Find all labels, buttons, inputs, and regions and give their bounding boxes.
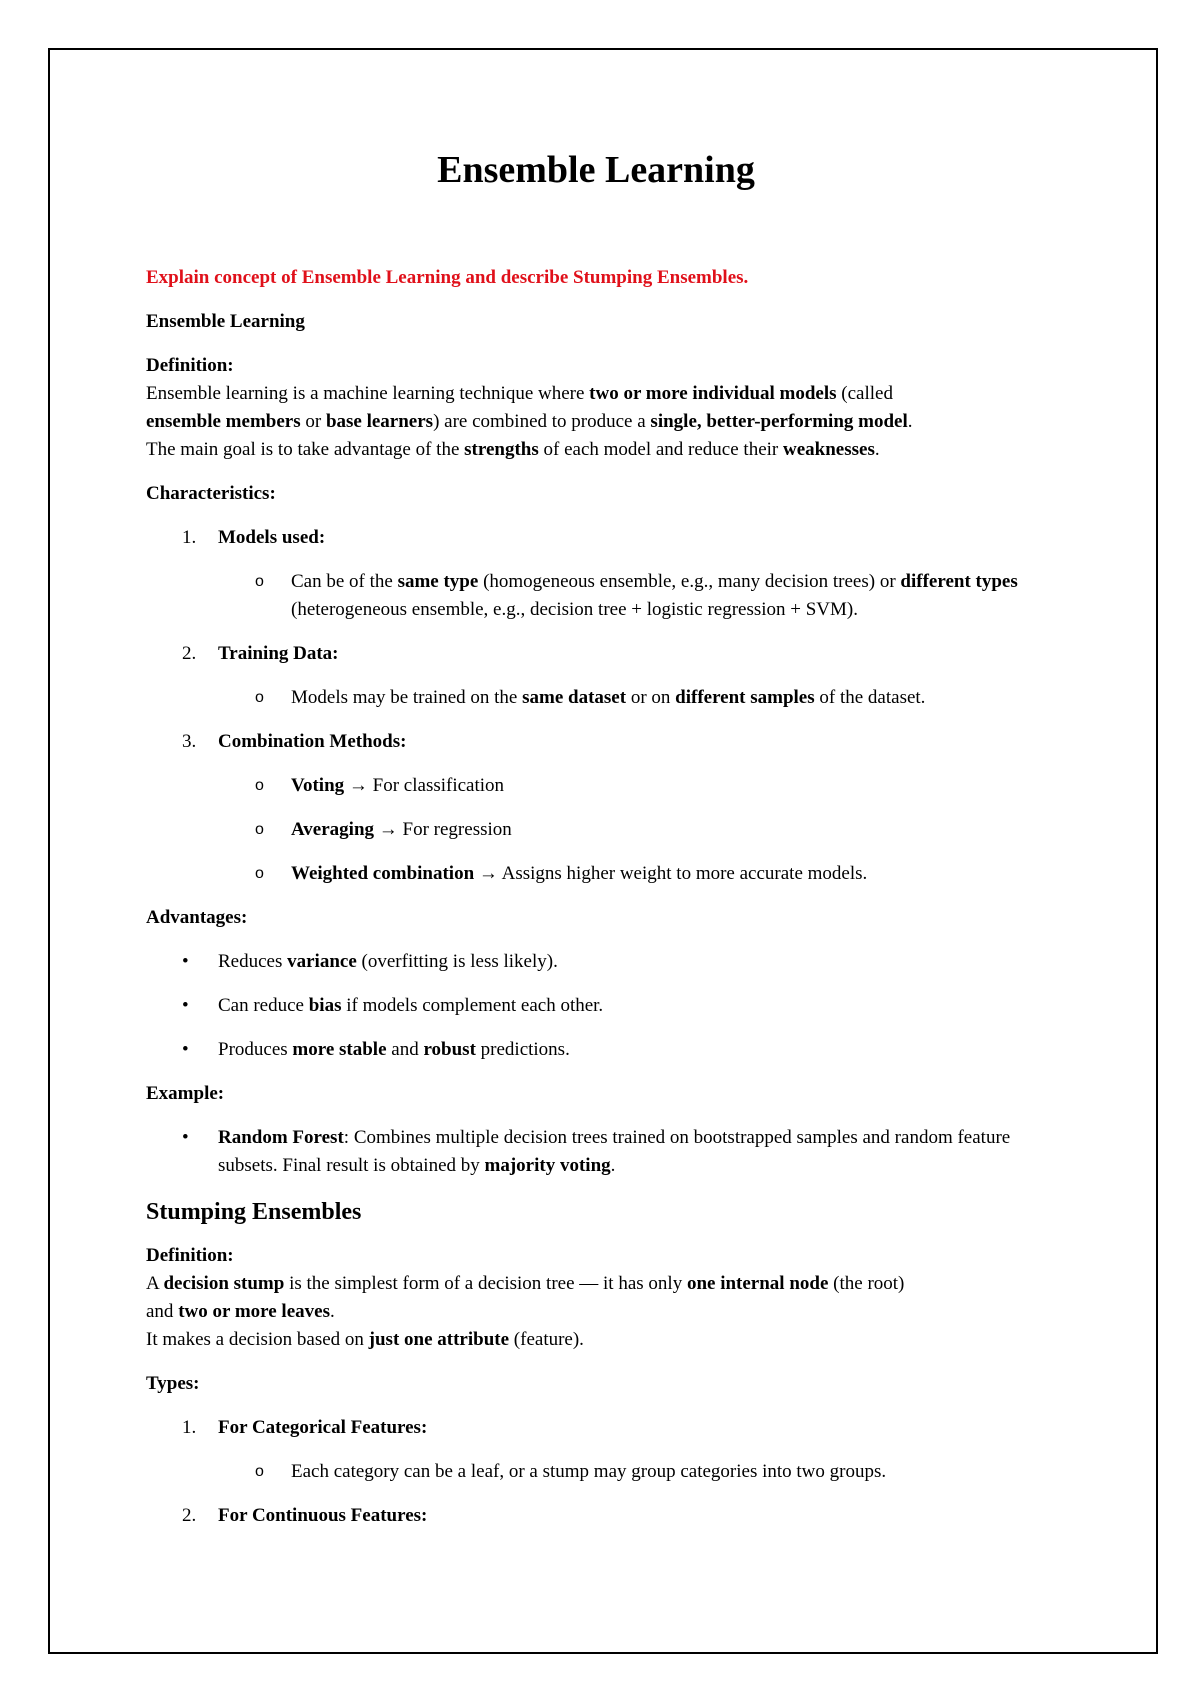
list-number: 2. — [182, 643, 197, 664]
sub-list-item: o Each category can be a leaf, or a stump may group categories into two groups. — [146, 1458, 1046, 1486]
sub-list-item: o Weighted combination → Assigns higher weight to more accurate models. — [146, 860, 1046, 888]
section-ensemble-heading: Ensemble Learning — [146, 311, 305, 332]
section-stumping-heading: Stumping Ensembles — [146, 1199, 362, 1225]
bullet-item: • Random Forest: Combines multiple decision trees trained on bootstrapped samples and random feature subsets. Final result is obtained by majority voting. — [146, 1124, 1046, 1180]
sub-list-item: o Can be of the same type (homogeneous ensemble, e.g., many decision trees) or different types (heterogeneous ensemble, e.g., decision tree + logistic regression + SVM). — [146, 568, 1046, 624]
list-item — [146, 524, 1046, 552]
bullet-item: • Can reduce bias if models complement each other. — [146, 992, 1046, 1020]
definition-label: Definition: — [146, 1245, 234, 1266]
bullet-icon: • — [182, 1127, 189, 1148]
example-label: Example: — [146, 1083, 225, 1104]
document-body — [146, 140, 1046, 1530]
list-item — [146, 640, 1046, 668]
bullet-item: • Reduces variance (overfitting is less likely). — [146, 948, 1046, 976]
list-number: 1. — [182, 1417, 197, 1438]
bullet-icon: • — [182, 995, 189, 1016]
definition-paragraph: Definition: Ensemble learning is a machine learning technique where two or more individual models (called ensemble members or base learners) are combined to produce a single, better-performing model. The main goal is to take advantage of the strengths of each model and reduce their weaknesses. — [146, 355, 913, 460]
types-label: Types: — [146, 1373, 200, 1394]
stump-definition-paragraph: Definition: A decision stump is the simplest form of a decision tree — it has only one internal node (the root) and two or more leaves. It makes a decision based on just one attribute (feature). — [146, 1245, 905, 1350]
sub-list-item: o Averaging → For regression — [146, 816, 1046, 844]
advantages-label: Advantages: — [146, 907, 248, 928]
list-number: 1. — [182, 527, 197, 548]
list-number: 2. — [182, 1505, 197, 1526]
circle-bullet-icon: o — [255, 865, 264, 882]
list-item-label: For Continuous Features: — [218, 1505, 428, 1526]
circle-bullet-icon: o — [255, 1463, 264, 1480]
list-number: 3. — [182, 731, 197, 752]
list-item-label: For Categorical Features: — [218, 1417, 428, 1438]
page-title: Ensemble Learning — [437, 149, 755, 191]
list-item — [146, 1502, 1046, 1530]
circle-bullet-icon: o — [255, 689, 264, 706]
circle-bullet-icon: o — [255, 821, 264, 838]
question-heading: Explain concept of Ensemble Learning and describe Stumping Ensembles. — [146, 267, 749, 288]
list-item-label: Combination Methods: — [218, 731, 407, 752]
list-item — [146, 1414, 1046, 1442]
list-item — [146, 728, 1046, 756]
list-item-label: Models used: — [218, 527, 326, 548]
list-item-label: Training Data: — [218, 643, 339, 664]
bullet-icon: • — [182, 1039, 189, 1060]
circle-bullet-icon: o — [255, 573, 264, 590]
circle-bullet-icon: o — [255, 777, 264, 794]
bullet-icon: • — [182, 951, 189, 972]
bullet-item: • Produces more stable and robust predictions. — [146, 1036, 1046, 1064]
characteristics-label: Characteristics: — [146, 483, 276, 504]
sub-list-item: o Voting → For classification — [146, 772, 1046, 800]
definition-label: Definition: — [146, 355, 234, 376]
sub-list-item: o Models may be trained on the same dataset or on different samples of the dataset. — [146, 684, 1046, 712]
